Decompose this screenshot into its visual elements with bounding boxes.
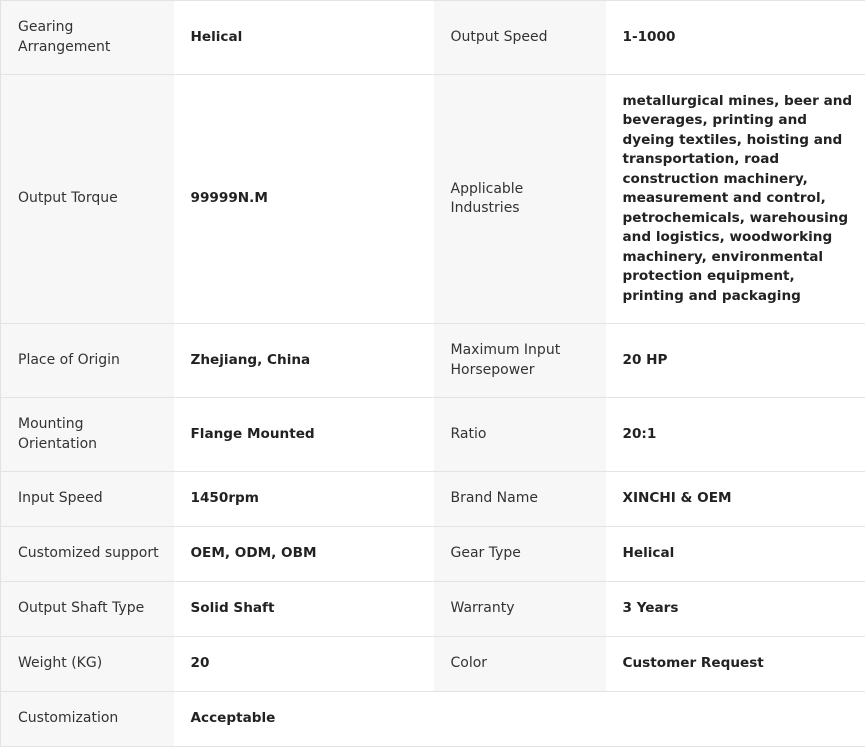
- spec-label: Output Shaft Type: [1, 582, 174, 637]
- spec-label: Input Speed: [1, 472, 174, 527]
- spec-label: Color: [434, 637, 606, 692]
- spec-value: Zhejiang, China: [174, 324, 434, 398]
- empty-cell: [434, 692, 606, 747]
- spec-label: Gear Type: [434, 527, 606, 582]
- spec-value: Customer Request: [606, 637, 865, 692]
- spec-label: Brand Name: [434, 472, 606, 527]
- spec-value: 99999N.M: [174, 75, 434, 324]
- spec-value: XINCHI & OEM: [606, 472, 865, 527]
- spec-value: 20: [174, 637, 434, 692]
- spec-value: Flange Mounted: [174, 398, 434, 472]
- spec-value: Helical: [174, 1, 434, 75]
- empty-cell: [606, 692, 865, 747]
- spec-row-gearing-arrangement: [1, 1, 865, 75]
- spec-value: metallurgical mines, beer and beverages, printing and dyeing textiles, hoisting and transportation, road construction machinery, measurement and control, petrochemicals, warehousing and logistics, woodworking machinery, environmental protection equipment, printing and packaging: [606, 75, 865, 324]
- spec-label: Ratio: [434, 398, 606, 472]
- spec-value: Helical: [606, 527, 865, 582]
- spec-row-output-torque: [1, 75, 865, 324]
- spec-label: Applicable Industries: [434, 75, 606, 324]
- spec-label: Warranty: [434, 582, 606, 637]
- spec-label: Customization: [1, 692, 174, 747]
- spec-row-mounting-orientation: [1, 398, 865, 472]
- spec-row-customized-support: [1, 527, 865, 582]
- spec-label: Customized support: [1, 527, 174, 582]
- spec-value: 20 HP: [606, 324, 865, 398]
- spec-label: Output Torque: [1, 75, 174, 324]
- spec-value: 1450rpm: [174, 472, 434, 527]
- spec-value: Solid Shaft: [174, 582, 434, 637]
- spec-label: Gearing Arrangement: [1, 1, 174, 75]
- spec-row-place-of-origin: [1, 324, 865, 398]
- spec-label: Weight (KG): [1, 637, 174, 692]
- spec-row-weight: [1, 637, 865, 692]
- spec-row-customization: [1, 692, 865, 747]
- spec-label: Maximum Input Horsepower: [434, 324, 606, 398]
- spec-value: 1-1000: [606, 1, 865, 75]
- spec-value: 20:1: [606, 398, 865, 472]
- spec-row-output-shaft-type: [1, 582, 865, 637]
- spec-label: Output Speed: [434, 1, 606, 75]
- spec-value: 3 Years: [606, 582, 865, 637]
- spec-label: Mounting Orientation: [1, 398, 174, 472]
- spec-value: Acceptable: [174, 692, 434, 747]
- spec-label: Place of Origin: [1, 324, 174, 398]
- spec-row-input-speed: [1, 472, 865, 527]
- spec-value: OEM, ODM, OBM: [174, 527, 434, 582]
